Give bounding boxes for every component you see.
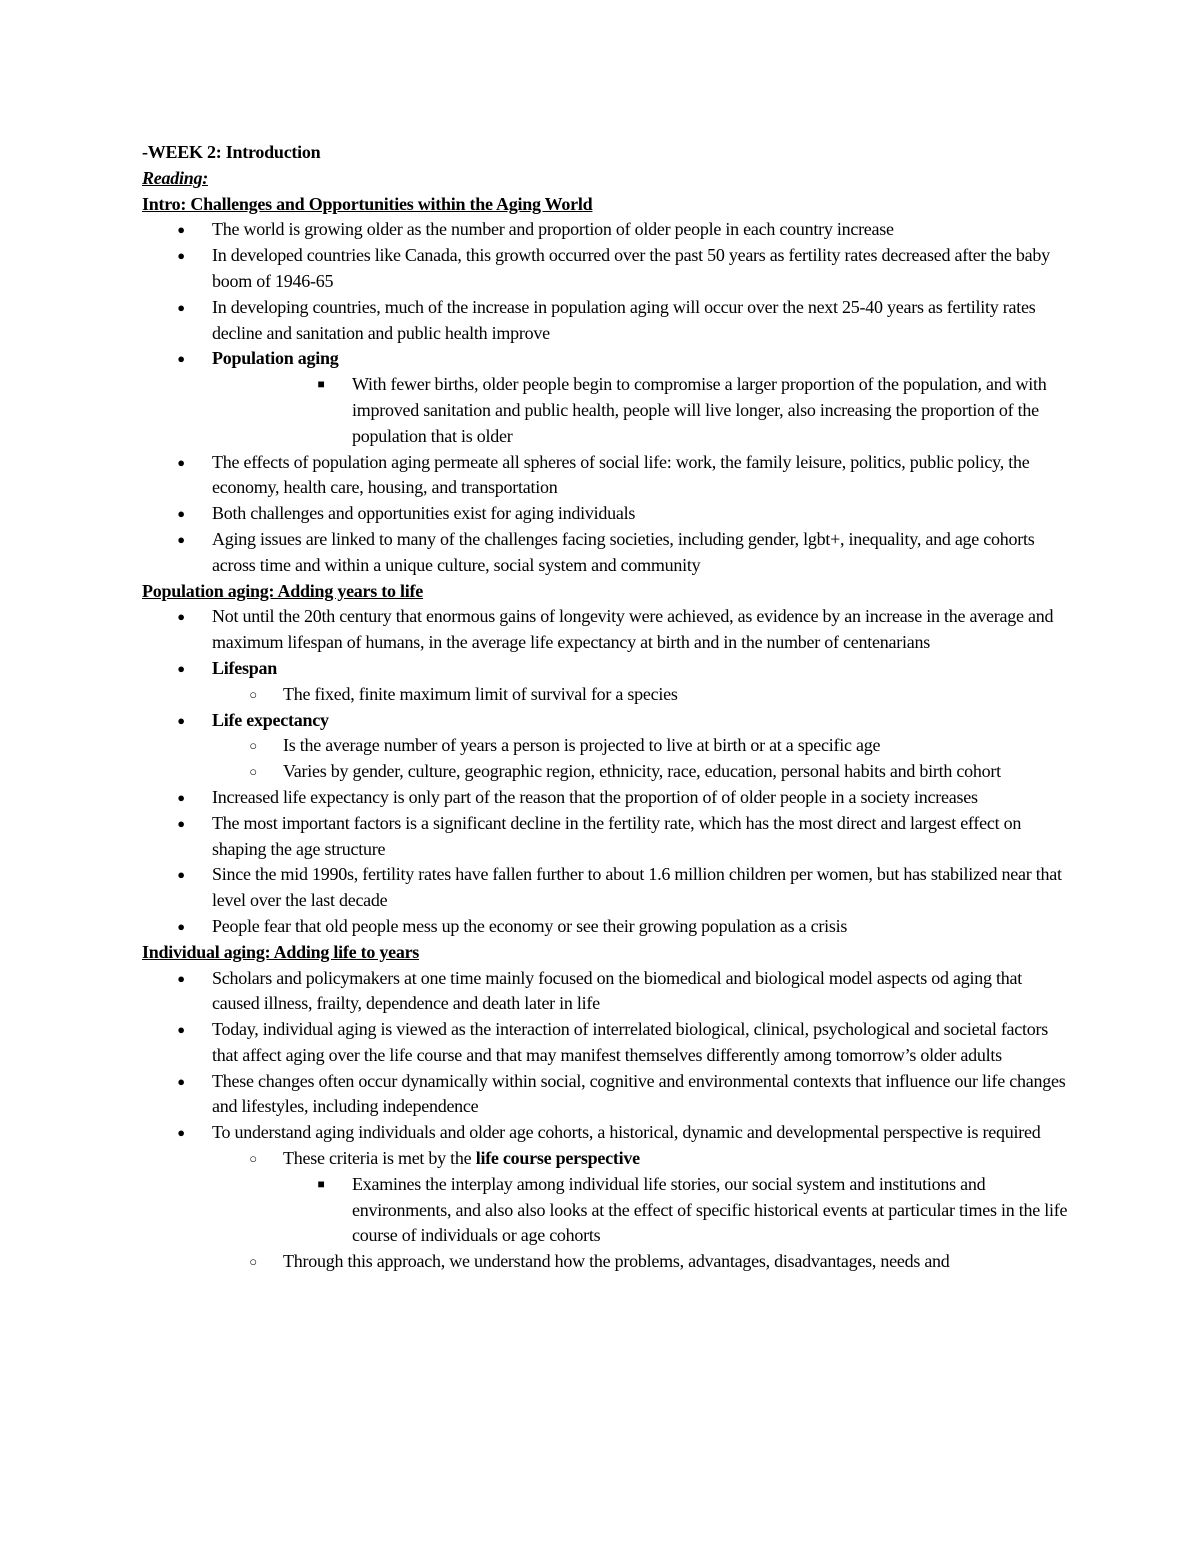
list-item-text: Population aging	[212, 348, 339, 369]
list-item	[142, 862, 1072, 914]
list-item-text: Both challenges and opportunities exist for aging individuals	[212, 503, 636, 524]
list-item-text: Increased life expectancy is only part of the reason that the proportion of of older people in a society increases	[212, 786, 978, 807]
list-item-text: Is the average number of years a person is projected to live at birth or at a specific age	[283, 735, 881, 756]
filled-bullet-icon: ●	[177, 248, 185, 264]
list-item	[142, 1249, 1072, 1275]
list-item	[142, 656, 1072, 682]
square-bullet-icon: ■	[317, 377, 325, 392]
reading-label: Reading:	[142, 167, 209, 188]
list-item-text: Scholars and policymakers at one time mainly focused on the biomedical and biological model aspects od aging that caused illness, frailty, dependence and death later in life	[212, 967, 1023, 1014]
filled-bullet-icon: ●	[177, 1022, 185, 1038]
notes-body	[142, 192, 1072, 1275]
list-item	[142, 243, 1072, 295]
filled-bullet-icon: ●	[177, 918, 185, 934]
filled-bullet-icon: ●	[177, 1125, 185, 1141]
list-item	[142, 1069, 1072, 1121]
hollow-bullet-icon: ○	[249, 686, 257, 702]
hollow-bullet-icon: ○	[249, 1254, 257, 1270]
filled-bullet-icon: ●	[177, 609, 185, 625]
list-item	[142, 733, 1072, 759]
section-title: Intro: Challenges and Opportunities within the Aging World	[142, 193, 593, 214]
list-item-text: Lifespan	[212, 657, 278, 678]
list-item-text: These changes often occur dynamically within social, cognitive and environmental contexts that influence our life changes and lifestyles, including independence	[212, 1070, 1066, 1117]
list-item-text: Not until the 20th century that enormous gains of longevity were achieved, as evidence by an increase in the average and maximum lifespan of humans, in the average life expectancy at birth and in the number of centenarians	[212, 606, 1054, 653]
filled-bullet-icon: ●	[177, 351, 185, 367]
list-item-text: To understand aging individuals and older age cohorts, a historical, dynamic and developmental perspective is required	[212, 1122, 1041, 1143]
list-item	[142, 1172, 1072, 1249]
list-item-text: With fewer births, older people begin to compromise a larger proportion of the population, and with improved sanitation and public health, people will live longer, also increasing the proportion of the population that is older	[352, 374, 1047, 446]
filled-bullet-icon: ●	[177, 299, 185, 315]
document-page	[142, 140, 1072, 1275]
hollow-bullet-icon: ○	[249, 764, 257, 780]
list-item-text: Life expectancy	[212, 709, 329, 730]
list-item-text: The world is growing older as the number and proportion of older people in each country increase	[212, 219, 894, 240]
list-item	[142, 708, 1072, 734]
list-item	[142, 346, 1072, 372]
list-item	[142, 372, 1072, 449]
filled-bullet-icon: ●	[177, 531, 185, 547]
list-item-text: The fixed, finite maximum limit of survival for a species	[283, 683, 678, 704]
list-item	[142, 1017, 1072, 1069]
section-title: Individual aging: Adding life to years	[142, 941, 420, 962]
section-title: Population aging: Adding years to life	[142, 580, 424, 601]
filled-bullet-icon: ●	[177, 789, 185, 805]
list-item-text: The effects of population aging permeate all spheres of social life: work, the family leisure, politics, public policy, the economy, health care, housing, and transportation	[212, 451, 1030, 498]
list-item-text: Examines the interplay among individual life stories, our social system and institutions and environments, and also also looks at the effect of specific historical events at particular times in the life course of individuals or age cohorts	[352, 1173, 1068, 1246]
list-item	[142, 759, 1072, 785]
list-item	[142, 604, 1072, 656]
list-item	[142, 785, 1072, 811]
filled-bullet-icon: ●	[177, 222, 185, 238]
hollow-bullet-icon: ○	[249, 1151, 257, 1167]
filled-bullet-icon: ●	[177, 815, 185, 831]
list-item	[142, 811, 1072, 863]
filled-bullet-icon: ●	[177, 506, 185, 522]
filled-bullet-icon: ●	[177, 867, 185, 883]
list-item	[142, 501, 1072, 527]
list-item	[142, 217, 1072, 243]
list-item-text: The most important factors is a significant decline in the fertility rate, which has the most direct and largest effect on shaping the age structure	[212, 812, 1022, 859]
list-item-text: People fear that old people mess up the economy or see their growing population as a crisis	[212, 915, 848, 936]
list-item	[142, 1146, 1072, 1172]
list-item	[142, 450, 1072, 502]
filled-bullet-icon: ●	[177, 1073, 185, 1089]
square-bullet-icon: ■	[317, 1176, 325, 1191]
list-item	[142, 914, 1072, 940]
list-item-text: Since the mid 1990s, fertility rates have fallen further to about 1.6 million children per women, but has stabilized near that level over the last decade	[212, 864, 1062, 911]
list-item-bold-term: life course perspective	[475, 1148, 640, 1169]
week-heading: -WEEK 2: Introduction	[142, 142, 321, 162]
list-item	[142, 295, 1072, 347]
bullet-list	[142, 217, 1072, 578]
list-item-text: In developing countries, much of the increase in population aging will occur over the next 25-40 years as fertility rates decline and sanitation and public health improve	[212, 296, 1036, 343]
list-item	[142, 1120, 1072, 1146]
filled-bullet-icon: ●	[177, 660, 185, 676]
list-item-text: Today, individual aging is viewed as the interaction of interrelated biological, clinical, psychological and societal factors that affect aging over the life course and that may manifest themselves differently among tomorrow’s older adults	[212, 1019, 1049, 1065]
list-item-text: These criteria is met by the	[283, 1148, 476, 1169]
bullet-list	[142, 966, 1072, 1276]
filled-bullet-icon: ●	[177, 970, 185, 986]
filled-bullet-icon: ●	[177, 712, 185, 728]
list-item	[142, 527, 1072, 579]
list-item-text: Varies by gender, culture, geographic region, ethnicity, race, education, personal habits and birth cohort	[283, 761, 1001, 782]
list-item	[142, 966, 1072, 1018]
bullet-list	[142, 604, 1072, 939]
list-item	[142, 682, 1072, 708]
list-item-text: Through this approach, we understand how the problems, advantages, disadvantages, needs and	[283, 1251, 950, 1272]
hollow-bullet-icon: ○	[249, 738, 257, 754]
filled-bullet-icon: ●	[177, 454, 185, 470]
list-item-text: In developed countries like Canada, this growth occurred over the past 50 years as fertility rates decreased after the baby boom of 1946-65	[212, 245, 1050, 291]
list-item-text: Aging issues are linked to many of the challenges facing societies, including gender, lgbt+, inequality, and age cohorts across time and within a unique culture, social system and community	[212, 528, 1035, 575]
